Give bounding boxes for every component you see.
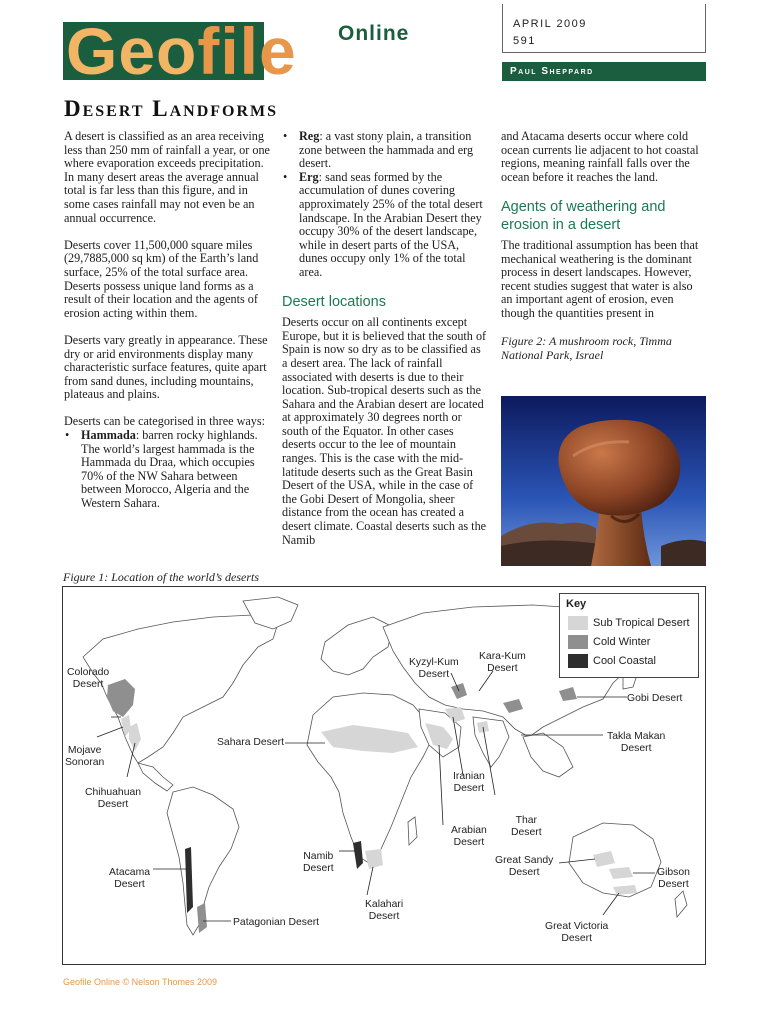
label-colorado <box>67 667 109 691</box>
category-list-continued <box>282 130 487 280</box>
weathering-paragraph: The traditional assumption has been that mechanical weathering is the dominant process in desert landscapes. However, recent studies suggest that water is also an important agent of erosion, even though the quantities present in <box>501 237 699 320</box>
label-great-victoria <box>545 921 608 945</box>
erg-term: Erg <box>299 169 319 184</box>
label-great-sandy <box>495 855 553 879</box>
category-list <box>64 429 270 511</box>
label-mojave <box>65 745 104 769</box>
label-patagonian-text: Patagonian Desert <box>233 917 320 928</box>
key-row-subtropical <box>568 616 690 630</box>
label-karakum <box>479 651 526 675</box>
label-gobi <box>627 693 682 705</box>
key-row-cool-coastal <box>568 654 656 668</box>
key-swatch-subtropical <box>568 616 588 630</box>
key-swatch-cold-winter <box>568 635 588 649</box>
map-key <box>559 593 699 678</box>
column-3 <box>501 130 706 362</box>
weathering-heading: Agents of weathering and erosion in a desert <box>501 198 666 233</box>
label-chihuahuan <box>85 787 141 811</box>
leader-kalahari <box>367 867 373 895</box>
erg-text: : sand seas formed by the accumulation of dunes covering approximately 25% of the total desert landscape. In the Arabian Desert they occupy 30% of the desert landscape, while in desert parts of the USA, dunes occupy only 1% of the total area. <box>299 169 483 279</box>
author-bar: Paul Sheppard <box>502 62 706 81</box>
mushroom-rock-image <box>501 396 706 566</box>
coverage-paragraph: Deserts cover 11,500,000 square miles (29,7885,000 sq km) of the Earth’s land surface, 25% of the total surface area. Deserts possess unique land forms as a result of their location and the agents of erosion acting within them. <box>64 237 259 320</box>
desert-kalahari <box>365 849 383 869</box>
hammada-text: : barren rocky highlands. The world’s largest hammada is the Hammada du Draa, which occupies 70% of the NW Sahara between between Morocco, Algeria and the Western Sahara. <box>81 428 258 511</box>
label-atacama-text: Atacama Desert <box>109 867 151 890</box>
label-gobi-text: Gobi Desert <box>627 693 683 704</box>
issue-date: APRIL 2009 <box>513 18 587 30</box>
list-item-hammada <box>64 429 270 511</box>
label-thar-text: Thar Desert <box>511 815 542 838</box>
label-great-sandy-text: Great Sandy Desert <box>495 855 554 878</box>
logo-geo: Geo <box>66 14 198 88</box>
reg-text: : a vast stony plain, a transition zone between the hammada and erg desert. <box>299 129 474 171</box>
reg-term: Reg <box>299 129 320 143</box>
logo-online: Online <box>338 22 410 45</box>
figure-1-caption: Figure 1: Location of the world’s deserts <box>63 570 259 584</box>
label-patagonian <box>233 917 319 929</box>
coastal-paragraph: and Atacama deserts occur where cold ocean currents lie adjacent to hot coastal regions, meaning rainfall falls over the ocean before it reaches the land. <box>501 129 699 184</box>
new-zealand-landmass <box>675 891 687 917</box>
mushroom-rock-photo <box>501 396 706 566</box>
issue-number: 591 <box>513 35 536 47</box>
geofile-logo <box>66 14 297 88</box>
southeast-asia-landmass <box>523 733 573 777</box>
key-label-subtropical: Sub Tropical Desert <box>593 617 690 629</box>
figure-2-caption: Figure 2: A mushroom rock, Timma National Park, Israel <box>501 334 672 363</box>
intro-paragraph: A desert is classified as an area receiving less than 250 mm of rainfall a year, or one where evaporation exceeds precipitation. In many desert areas the average annual total is far less than this figure, and in some cases rainfall may not even be an annual occurrence. <box>64 129 270 225</box>
label-colorado-text: Colorado Desert <box>67 667 110 690</box>
label-arabian <box>451 825 487 849</box>
label-karakum-text: Kara-Kum Desert <box>479 651 526 674</box>
footer-copyright: Geofile Online © Nelson Thomes 2009 <box>63 977 218 987</box>
label-kalahari-text: Kalahari Desert <box>365 899 404 922</box>
desert-locations-heading: Desert locations <box>282 293 386 310</box>
label-atacama <box>109 867 150 891</box>
label-kalahari <box>365 899 403 923</box>
appearance-paragraph: Deserts vary greatly in appearance. These dry or arid environments display many characteristic surface features, quite apart from sand dunes, including mountains, plateaus and plains. <box>64 332 268 402</box>
label-kyzylkum <box>409 657 459 681</box>
label-namib-text: Namib Desert <box>303 851 334 874</box>
locations-paragraph: Deserts occur on all continents except Europe, but it is believed that the south of Spain is now so dry as to be classified as a desert area. The lack of rainfall associated with deserts is due to their location. Sub-tropical deserts such as the Sahara and the Arabian desert are located at approximately 30 degrees north or south of the Equator. In other cases deserts occur to the lee of mountain ranges. This is the case with the mid-latitude deserts such as the Great Basin Desert of the USA, while in the case of the Gobi Desert of Mongolia, sheer distance from the ocean has created a desert climate. Coastal deserts such as the Namib <box>282 315 487 547</box>
label-sahara-text: Sahara Desert <box>217 737 284 748</box>
label-arabian-text: Arabian Desert <box>451 825 487 848</box>
key-label-cool-coastal: Cool Coastal <box>593 655 656 667</box>
central-america-landmass <box>138 763 173 791</box>
column-2 <box>282 130 487 561</box>
label-great-victoria-text: Great Victoria Desert <box>545 921 609 944</box>
key-swatch-cool-coastal <box>568 654 588 668</box>
list-item-erg <box>282 171 487 280</box>
hammada-term: Hammada <box>81 428 136 443</box>
categories-paragraph: Deserts can be categorised in three ways: <box>64 414 266 429</box>
label-namib <box>303 851 334 875</box>
label-gibson-text: Gibson Desert <box>657 867 690 890</box>
label-iranian-text: Iranian Desert <box>453 771 485 794</box>
label-gibson <box>657 867 690 891</box>
leader-mojave <box>97 727 123 737</box>
key-title: Key <box>566 598 587 610</box>
list-item-reg <box>282 130 487 171</box>
leader-great-victoria <box>603 893 619 915</box>
label-takla-makan <box>607 731 665 755</box>
key-row-cold-winter <box>568 635 650 649</box>
label-thar <box>511 815 542 839</box>
logo-file: file <box>197 14 297 88</box>
europe-landmass <box>321 617 393 675</box>
desert-gibson <box>609 867 633 879</box>
label-iranian <box>453 771 485 795</box>
issue-box <box>502 4 706 53</box>
label-mojave-text: Mojave Sonoran <box>65 745 105 768</box>
column-1 <box>64 130 270 511</box>
label-sahara <box>217 737 284 749</box>
desert-patagonian <box>197 903 207 933</box>
madagascar-landmass <box>408 817 417 845</box>
label-takla-makan-text: Takla Makan Desert <box>607 731 666 754</box>
page-title: Desert Landforms <box>64 96 279 121</box>
label-kyzylkum-text: Kyzyl-Kum Desert <box>409 657 459 680</box>
key-label-cold-winter: Cold Winter <box>593 636 651 648</box>
label-chihuahuan-text: Chihuahuan Desert <box>85 787 142 810</box>
